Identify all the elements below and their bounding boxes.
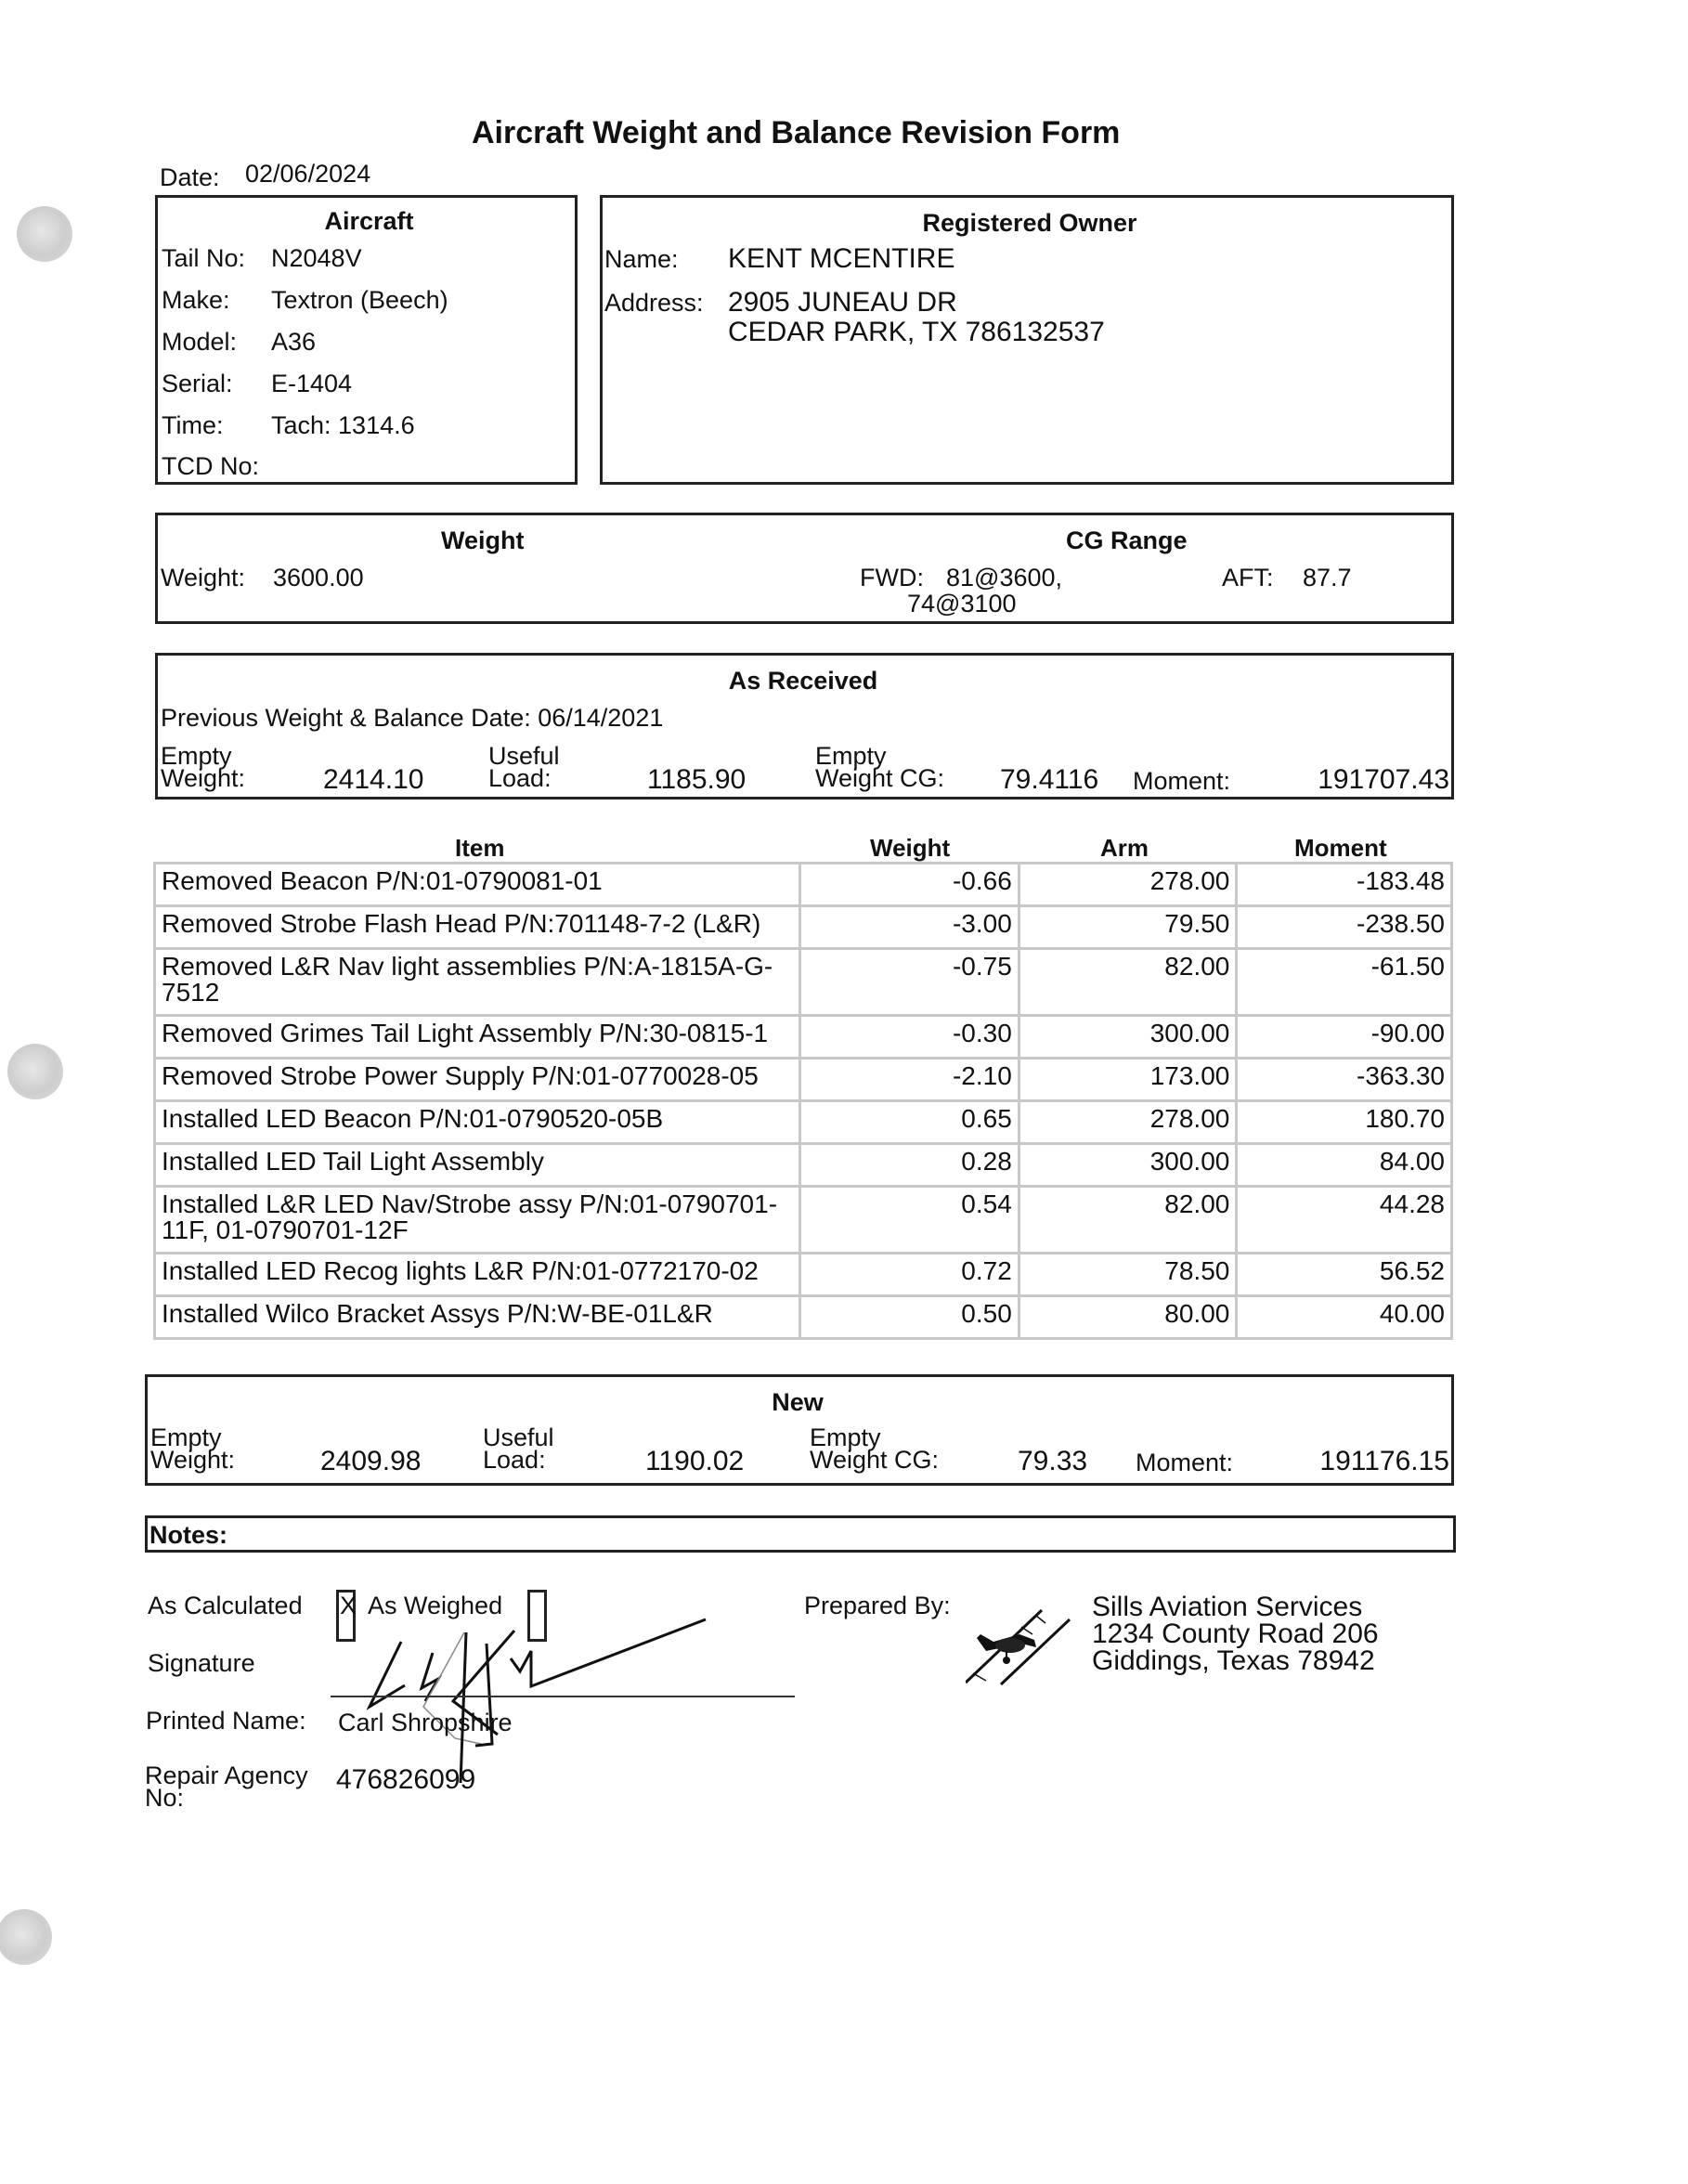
new-totals-box — [145, 1374, 1454, 1486]
weight-cell: 0.50 — [800, 1296, 1019, 1339]
table-row — [155, 1101, 1452, 1144]
biplane-icon — [966, 1590, 1077, 1686]
arm-cell: 300.00 — [1019, 1144, 1237, 1187]
item-cell: Installed LED Tail Light Assembly — [155, 1144, 800, 1187]
column-header-arm: Arm — [1100, 834, 1149, 862]
new-heading: New — [772, 1388, 824, 1416]
date-value: 02/06/2024 — [245, 160, 371, 188]
preparer-address-line1: 1234 County Road 206 — [1092, 1618, 1379, 1649]
notes-label: Notes: — [149, 1521, 228, 1549]
weight-cell: 0.72 — [800, 1254, 1019, 1296]
arm-cell: 82.00 — [1019, 1187, 1237, 1254]
empty-weight-label: Empty Weight: — [161, 742, 246, 792]
tail-no-label: Tail No: — [162, 244, 246, 272]
table-row — [155, 1296, 1452, 1339]
as-received-heading: As Received — [728, 667, 878, 695]
aircraft-box — [155, 195, 578, 485]
table-row — [155, 1144, 1452, 1187]
moment-cell: 44.28 — [1237, 1187, 1452, 1254]
moment-cell: 56.52 — [1237, 1254, 1452, 1296]
printed-name-label: Printed Name: — [146, 1707, 306, 1735]
new-useful-load-label: Useful Load: — [483, 1424, 554, 1474]
item-cell: Removed Strobe Power Supply P/N:01-0770028-05 — [155, 1059, 800, 1101]
as-weighed-label: As Weighed — [368, 1592, 503, 1619]
arm-cell: 79.50 — [1019, 906, 1237, 949]
max-weight-value: 3600.00 — [273, 564, 364, 592]
tcd-no-label: TCD No: — [162, 452, 260, 480]
moment-cell: 40.00 — [1237, 1296, 1452, 1339]
as-received-box — [155, 653, 1454, 800]
item-cell: Installed LED Beacon P/N:01-0790520-05B — [155, 1101, 800, 1144]
item-cell: Removed Beacon P/N:01-0790081-01 — [155, 864, 800, 906]
item-cell: Installed Wilco Bracket Assys P/N:W-BE-01L&R — [155, 1296, 800, 1339]
hole-punch-mark — [0, 1909, 52, 1965]
preparer-company: Sills Aviation Services — [1092, 1592, 1363, 1622]
time-value: Tach: 1314.6 — [271, 411, 415, 439]
arm-cell: 78.50 — [1019, 1254, 1237, 1296]
empty-weight-cg-value: 79.4116 — [1000, 764, 1099, 795]
registered-owner-box — [600, 195, 1454, 485]
form-title: Aircraft Weight and Balance Revision Form — [472, 115, 1121, 150]
new-useful-load-value: 1190.02 — [645, 1446, 745, 1476]
time-label: Time: — [162, 411, 224, 439]
column-header-weight: Weight — [870, 834, 951, 862]
repair-agency-value: 476826099 — [336, 1764, 476, 1795]
weight-cell: 0.65 — [800, 1101, 1019, 1144]
printed-name-value: Carl Shropshire — [338, 1709, 513, 1736]
arm-cell: 173.00 — [1019, 1059, 1237, 1101]
item-cell: Installed LED Recog lights L&R P/N:01-0772170-02 — [155, 1254, 800, 1296]
make-value: Textron (Beech) — [271, 286, 448, 314]
new-empty-weight-label: Empty Weight: — [150, 1424, 236, 1474]
table-row — [155, 1187, 1452, 1254]
serial-label: Serial: — [162, 370, 233, 397]
items-table — [153, 862, 1453, 1340]
table-row — [155, 864, 1452, 906]
owner-name-label: Name: — [604, 245, 679, 273]
empty-weight-value: 2414.10 — [323, 764, 424, 795]
arm-cell: 80.00 — [1019, 1296, 1237, 1339]
moment-cell: -90.00 — [1237, 1016, 1452, 1059]
column-header-moment: Moment — [1294, 834, 1387, 862]
new-empty-weight-value: 2409.98 — [320, 1446, 422, 1476]
weight-cell: -0.66 — [800, 864, 1019, 906]
empty-weight-cg-label: Empty Weight CG: — [815, 742, 945, 792]
owner-address-line1: 2905 JUNEAU DR — [728, 287, 957, 318]
arm-cell: 278.00 — [1019, 864, 1237, 906]
item-cell: Installed L&R LED Nav/Strobe assy P/N:01-0790701-11F, 01-0790701-12F — [155, 1187, 800, 1254]
aircraft-heading: Aircraft — [324, 207, 414, 235]
new-moment-label: Moment: — [1136, 1449, 1234, 1476]
useful-load-label: Useful Load: — [488, 742, 560, 792]
weight-cell: -3.00 — [800, 906, 1019, 949]
moment-cell: -363.30 — [1237, 1059, 1452, 1101]
new-moment-value: 191176.15 — [1319, 1446, 1449, 1476]
fwd-value-line2: 74@3100 — [907, 590, 1017, 618]
signature-line — [331, 1696, 795, 1697]
owner-name-value: KENT MCENTIRE — [728, 243, 955, 274]
moment-cell: -61.50 — [1237, 949, 1452, 1016]
model-value: A36 — [271, 328, 317, 356]
hole-punch-mark — [7, 1044, 63, 1099]
weight-label: Weight: — [161, 564, 246, 592]
tail-no-value: N2048V — [271, 244, 362, 272]
item-cell: Removed L&R Nav light assemblies P/N:A-1815A-G-7512 — [155, 949, 800, 1016]
weight-cell: -0.75 — [800, 949, 1019, 1016]
owner-address-line2: CEDAR PARK, TX 786132537 — [728, 317, 1105, 347]
weight-heading: Weight — [441, 526, 525, 554]
make-label: Make: — [162, 286, 230, 314]
moment-label: Moment: — [1133, 767, 1231, 795]
new-empty-weight-cg-value: 79.33 — [1018, 1446, 1088, 1476]
weight-cell: 0.28 — [800, 1144, 1019, 1187]
owner-address-label: Address: — [604, 289, 704, 317]
moment-cell: 84.00 — [1237, 1144, 1452, 1187]
moment-cell: -238.50 — [1237, 906, 1452, 949]
arm-cell: 278.00 — [1019, 1101, 1237, 1144]
weight-cell: 0.54 — [800, 1187, 1019, 1254]
model-label: Model: — [162, 328, 238, 356]
weight-cg-box — [155, 513, 1454, 624]
checkbox-x-mark: X — [340, 1592, 357, 1619]
table-row — [155, 1016, 1452, 1059]
signature-label: Signature — [148, 1649, 255, 1677]
moment-cell: -183.48 — [1237, 864, 1452, 906]
moment-cell: 180.70 — [1237, 1101, 1452, 1144]
aft-label: AFT: — [1222, 564, 1274, 592]
table-row — [155, 1254, 1452, 1296]
table-row — [155, 949, 1452, 1016]
table-row — [155, 906, 1452, 949]
table-row — [155, 1059, 1452, 1101]
previous-wb-date: Previous Weight & Balance Date: 06/14/2021 — [161, 704, 664, 732]
aft-value: 87.7 — [1303, 564, 1352, 592]
serial-value: E-1404 — [271, 370, 353, 397]
useful-load-value: 1185.90 — [647, 764, 747, 795]
fwd-value-line1: 81@3600, — [946, 564, 1063, 592]
prepared-by-label: Prepared By: — [804, 1592, 951, 1619]
weight-cell: -2.10 — [800, 1059, 1019, 1101]
column-header-item: Item — [455, 834, 505, 862]
new-empty-weight-cg-label: Empty Weight CG: — [810, 1424, 940, 1474]
weight-cell: -0.30 — [800, 1016, 1019, 1059]
moment-value: 191707.43 — [1318, 764, 1449, 795]
owner-heading: Registered Owner — [922, 209, 1137, 237]
preparer-address-line2: Giddings, Texas 78942 — [1092, 1645, 1375, 1676]
arm-cell: 300.00 — [1019, 1016, 1237, 1059]
date-label: Date: — [160, 163, 220, 191]
cg-range-heading: CG Range — [1066, 526, 1188, 554]
item-cell: Removed Strobe Flash Head P/N:701148-7-2 (L&R) — [155, 906, 800, 949]
as-calculated-label: As Calculated — [148, 1592, 303, 1619]
item-cell: Removed Grimes Tail Light Assembly P/N:30-0815-1 — [155, 1016, 800, 1059]
fwd-label: FWD: — [860, 564, 924, 592]
hole-punch-mark — [17, 206, 72, 262]
repair-agency-label: Repair Agency No: — [145, 1762, 308, 1812]
notes-box — [145, 1515, 1456, 1553]
arm-cell: 82.00 — [1019, 949, 1237, 1016]
